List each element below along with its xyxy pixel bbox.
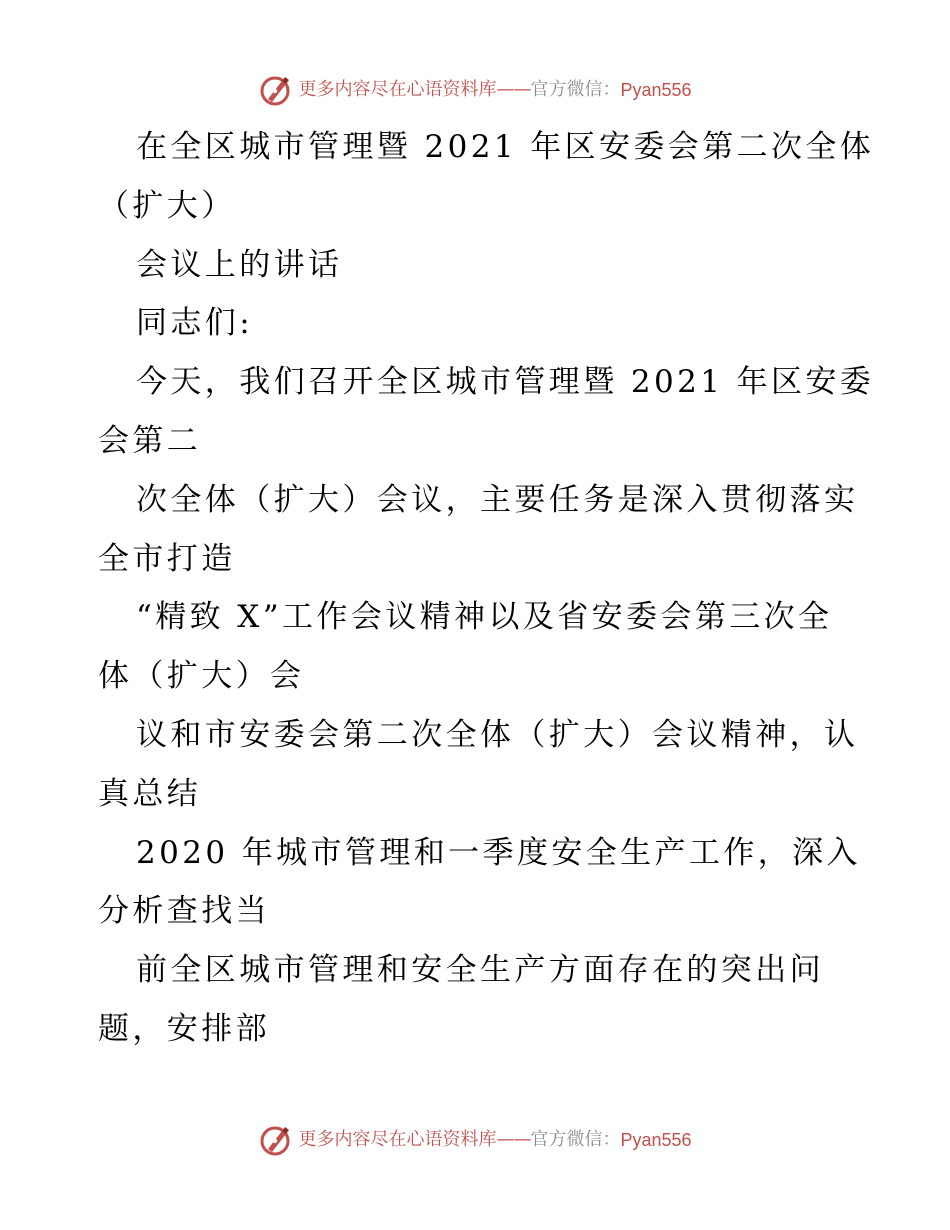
banner-dash: ——: [496, 79, 531, 100]
text-line: 体（扩大）会: [98, 658, 305, 695]
banner-wechat-label: 官方微信：: [530, 79, 621, 100]
text-line: “精致 X”工作会议精神以及省安委会第三次全: [136, 599, 833, 636]
banner-wechat-label: 官方微信：: [530, 1129, 621, 1150]
banner-slogan: 更多内容尽在心语资料库: [298, 79, 497, 100]
text-line: （扩大）: [98, 187, 236, 224]
banner-dash: ——: [496, 1129, 531, 1150]
text-line: 次全体（扩大）会议，主要任务是深入贯彻落实: [136, 481, 859, 518]
text-line: 全市打造: [98, 540, 236, 577]
text-line: 前全区城市管理和安全生产方面存在的突出问: [136, 952, 824, 989]
footer-banner: [0, 1120, 950, 1160]
banner-wechat-id: Pyan556: [620, 80, 692, 100]
text-line: 议和市安委会第二次全体（扩大）会议精神，认: [136, 716, 859, 753]
text-line: 分析查找当: [98, 893, 270, 930]
text-line: 会第二: [98, 422, 202, 459]
pen-logo-icon: [258, 1123, 292, 1157]
header-banner: [0, 70, 950, 110]
pen-logo-icon: [258, 73, 292, 107]
text-line: 今天，我们召开全区城市管理暨 2021 年区安委: [136, 364, 875, 401]
text-line: 2020 年城市管理和一季度安全生产工作，深入: [136, 834, 861, 871]
text-line: 题，安排部: [98, 1010, 270, 1047]
text-line: 会议上的讲话: [136, 246, 343, 283]
banner-wechat-id: Pyan556: [620, 1130, 692, 1150]
text-line: 在全区城市管理暨 2021 年区安委会第二次全体: [136, 129, 875, 165]
banner-slogan: 更多内容尽在心语资料库: [298, 1129, 497, 1150]
text-line: 真总结: [98, 775, 202, 812]
document-body: [98, 118, 875, 1059]
text-line: 同志们:: [136, 305, 254, 342]
